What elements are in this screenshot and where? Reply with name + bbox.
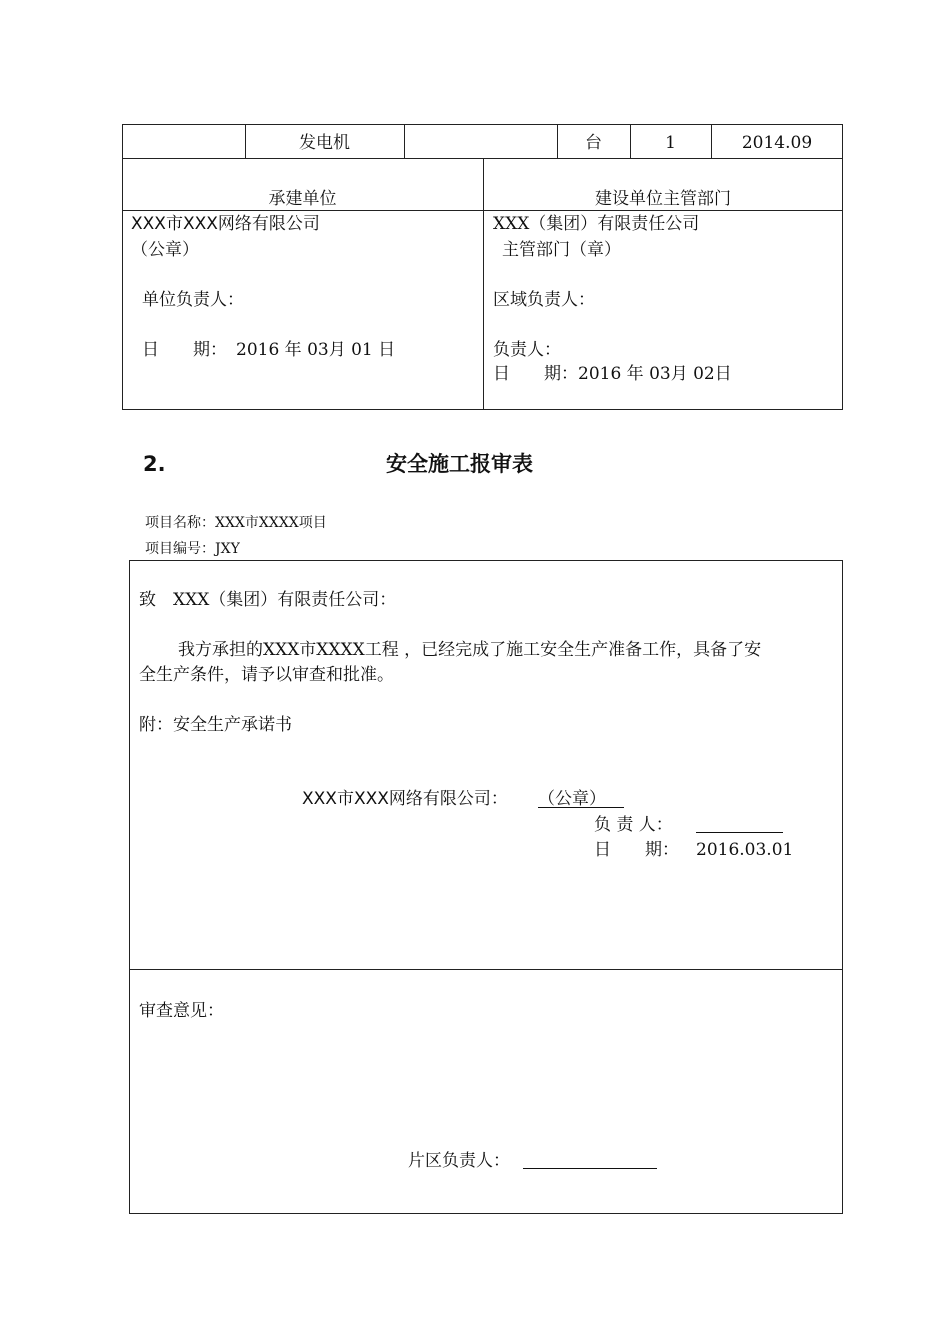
sign-date-label: 日 期： [594, 840, 679, 860]
table-cell-equipment: 发电机 [299, 133, 350, 153]
section-title: 安全施工报审表 [386, 452, 533, 476]
form-addressee: 致 XXX（集团）有限责任公司： [139, 590, 397, 610]
leader-signature-line [696, 832, 783, 833]
sign-seal: （公章） [538, 789, 606, 809]
builder-header: 承建单位 [268, 189, 337, 209]
form-body-line-2: 全生产条件，请予以审查和批准。 [139, 665, 394, 685]
seal-underline [538, 807, 624, 808]
table-cell-date: 2014.09 [741, 133, 813, 153]
owner-leader-label: 负责人： [493, 340, 561, 360]
owner-dept: 主管部门（章） [502, 240, 621, 260]
owner-date-value: 2016 年 03月 02日 [578, 364, 732, 384]
builder-leader-label: 单位负责人： [142, 290, 244, 310]
owner-company: XXX（集团）有限责任公司 [493, 214, 700, 234]
owner-region-leader-label: 区域负责人： [493, 290, 595, 310]
owner-header: 建设单位主管部门 [595, 189, 731, 209]
review-label: 审查意见： [139, 1001, 224, 1021]
owner-date-label: 日 期： [493, 364, 578, 384]
section-number: 2. [143, 452, 166, 476]
sign-date-value: 2016.03.01 [696, 840, 794, 860]
form-divider [129, 969, 843, 970]
builder-company: XXX市XXX网络有限公司 [131, 214, 320, 234]
builder-seal: （公章） [131, 240, 199, 260]
area-leader-label: 片区负责人： [408, 1151, 510, 1171]
project-code: 项目编号：JXY [145, 541, 240, 557]
builder-date-value: 2016 年 03月 01 日 [236, 340, 396, 360]
table-cell-unit: 台 [585, 133, 602, 153]
project-name: 项目名称：XXX市XXXX项目 [145, 515, 327, 531]
table-cell-quantity: 1 [665, 133, 676, 153]
area-leader-signature-line [523, 1168, 657, 1169]
form-attachment: 附：安全生产承诺书 [139, 715, 292, 735]
col-divider [404, 124, 405, 158]
builder-date-label: 日 期： [142, 340, 227, 360]
sign-leader-label: 负 责 人： [594, 815, 673, 835]
sign-company: XXX市XXX网络有限公司： [302, 789, 508, 809]
form-body-line-1: 我方承担的XXX市XXXX工程 ，已经完成了施工安全生产准备工作，具备了安 [178, 640, 762, 660]
